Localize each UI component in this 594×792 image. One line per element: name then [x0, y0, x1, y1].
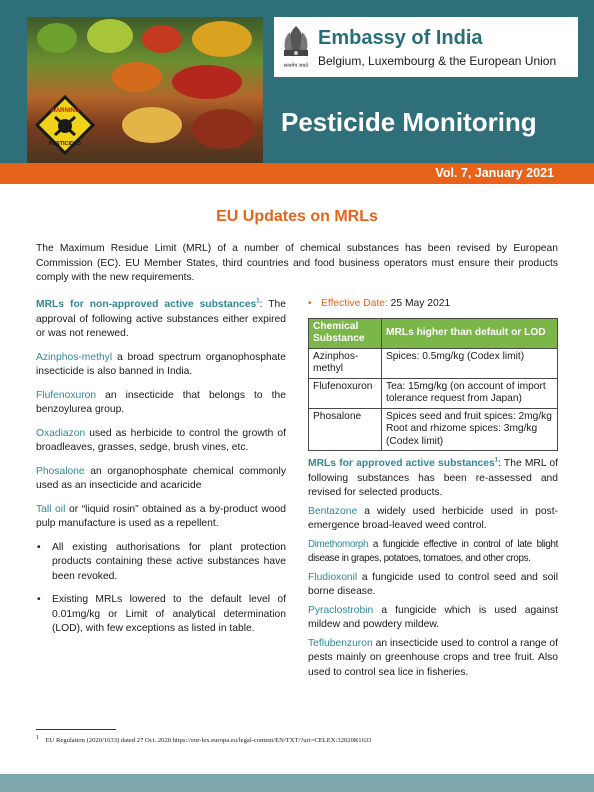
produce-lemons — [87, 19, 133, 53]
warning-pesticides-sign-icon — [35, 95, 95, 155]
substance-entry — [36, 389, 286, 418]
table-cell: Spices: 0.5mg/kg (Codex limit) — [382, 348, 558, 378]
intro-paragraph: The Maximum Residue Limit (MRL) of a number of chemical substances has been revised by European Commission (EC). EU Member States, third countries and food business operators must ensure their products comply with the new requirements. — [36, 243, 558, 283]
approved-heading-rest: : The MRL of following substances has been re-assessed and revised for selected products. — [308, 458, 558, 498]
footnote-mark: 1 — [36, 734, 39, 741]
table-row — [309, 348, 558, 378]
substance-name: Pyraclostrobin — [308, 604, 374, 616]
substance-name: Dimethomorph — [308, 538, 369, 550]
produce-oranges — [192, 21, 252, 57]
substance-name: Fludioxonil — [308, 571, 358, 583]
substance-desc: a fungicide used to control seed and soil borne disease. — [308, 571, 558, 597]
emblem-caption: सत्यमेव जयते — [283, 63, 309, 69]
bullet-list — [36, 541, 286, 637]
approved-substances — [308, 457, 558, 680]
warning-sign-top-text: WARNING — [50, 108, 80, 114]
substance-entry — [308, 571, 558, 600]
substance-entry — [308, 637, 558, 681]
warning-sign-bottom-text: PESTICIDES — [48, 141, 82, 147]
substance-desc: or “liquid rosin” obtained as a by-product wood pulp manufacture is used as a repellent. — [36, 503, 286, 529]
footnote-divider — [36, 729, 116, 730]
substance-desc: a broad spectrum organophosphate insecticide is also banned in India. — [36, 351, 286, 377]
substance-entry — [308, 604, 558, 633]
substance-desc: a widely used herbicide used in post-emergence broad-leaved weed control. — [308, 505, 558, 531]
right-column — [308, 297, 558, 684]
substance-entry — [36, 503, 286, 532]
table-header-cell: Chemical Substance — [309, 318, 382, 348]
table-cell: Tea: 15mg/kg (on account of import tolerance request from Japan) — [382, 378, 558, 408]
market-produce-photo — [27, 17, 263, 163]
non-approved-heading: MRLs for non-approved active substances — [36, 299, 257, 310]
table-cell: Phosalone — [309, 408, 382, 451]
substance-name: Oxadiazon — [36, 427, 86, 439]
substance-name: Phosalone — [36, 465, 85, 477]
footer-bar — [0, 774, 594, 792]
non-approved-heading-paragraph — [36, 298, 286, 342]
substance-desc: an insecticide used to control a range of pests mainly on greenhouse crops and tree fruit. Also used to control sea lice in fisheries. — [308, 637, 558, 678]
effective-date-label: Effective Date: — [321, 298, 388, 309]
produce-greens — [37, 23, 77, 53]
header-banner — [0, 0, 594, 163]
effective-date-value: 25 May 2021 — [387, 298, 451, 309]
bullet-item: • All existing authorisations for plant protection products containing these active substances have been revoked. — [36, 541, 286, 585]
substance-entry — [308, 505, 558, 534]
table-header-row — [309, 318, 558, 348]
substance-name: Tall oil — [36, 503, 66, 515]
table-cell: Flufenoxuron — [309, 378, 382, 408]
produce-apples — [172, 65, 242, 99]
substance-desc: a fungicide which is used against mildew and powdery mildew. — [308, 604, 558, 630]
substance-desc: an insecticide that belongs to the benzoylurea group. — [36, 389, 286, 415]
non-approved-heading-rest: : The approval of following active substances either expired or was not renewed. — [36, 299, 287, 339]
publication-title: Pesticide Monitoring — [281, 107, 537, 137]
substance-name: Flufenoxuron — [36, 389, 97, 401]
substance-entry — [36, 351, 286, 380]
national-emblem-icon — [279, 20, 313, 74]
substance-name: Azinphos-methyl — [36, 351, 113, 363]
effective-date — [308, 297, 558, 312]
table-header-cell: MRLs higher than default or LOD — [382, 318, 558, 348]
table-cell: Azinphos-methyl — [309, 348, 382, 378]
bullet-item: • Existing MRLs lowered to the default level of 0.01mg/kg or Limit of analytical determination (LOD), with few exceptions as listed in table. — [36, 593, 286, 637]
produce-plums — [192, 109, 254, 149]
footnote-ref[interactable]: 1 — [494, 457, 499, 464]
embassy-subtitle: Belgium, Luxembourg & the European Union — [318, 54, 557, 68]
substance-entry — [36, 427, 286, 456]
table-cell: Spices seed and fruit spices: 2mg/kg Root and rhizome spices: 3mg/kg (Codex limit) — [382, 408, 558, 451]
substance-entry — [308, 538, 558, 567]
volume-bar — [0, 163, 594, 184]
footnote-ref[interactable]: 1 — [256, 298, 260, 305]
mrl-table — [308, 318, 558, 452]
section-title: EU Updates on MRLs — [216, 208, 378, 225]
substance-desc: an organophosphate chemical commonly used as an insecticide and acaricide — [36, 465, 286, 491]
footnote — [36, 734, 372, 744]
table-row — [309, 378, 558, 408]
embassy-title: Embassy of India — [318, 27, 483, 49]
substance-entry — [36, 465, 286, 494]
substance-name: Teflubenzuron — [308, 637, 373, 649]
volume-label: Vol. 7, January 2021 — [435, 166, 554, 180]
produce-tomatoes — [142, 25, 182, 53]
substance-name: Bentazone — [308, 505, 358, 517]
approved-heading-paragraph — [308, 457, 558, 501]
substance-desc: a fungicide effective in control of late blight disease in grapes, potatoes, tomatoes, and other crops. — [308, 538, 558, 564]
embassy-logo-box — [274, 17, 578, 77]
substance-desc: used as herbicide to control the growth of broadleaves, grasses, sedge, brush vines, etc. — [36, 427, 286, 453]
produce-peppers — [112, 62, 162, 92]
produce-mangoes — [122, 107, 182, 143]
left-column — [36, 298, 286, 646]
footnote-text[interactable]: EU Regulation (2020/1633) dated 27 Oct. 2020 https://eur-lex.europa.eu/legal-content/EN/TXT/?uri=CELEX:32020R1633 — [45, 737, 372, 744]
approved-heading: MRLs for approved active substances — [308, 458, 495, 469]
table-row — [309, 408, 558, 451]
